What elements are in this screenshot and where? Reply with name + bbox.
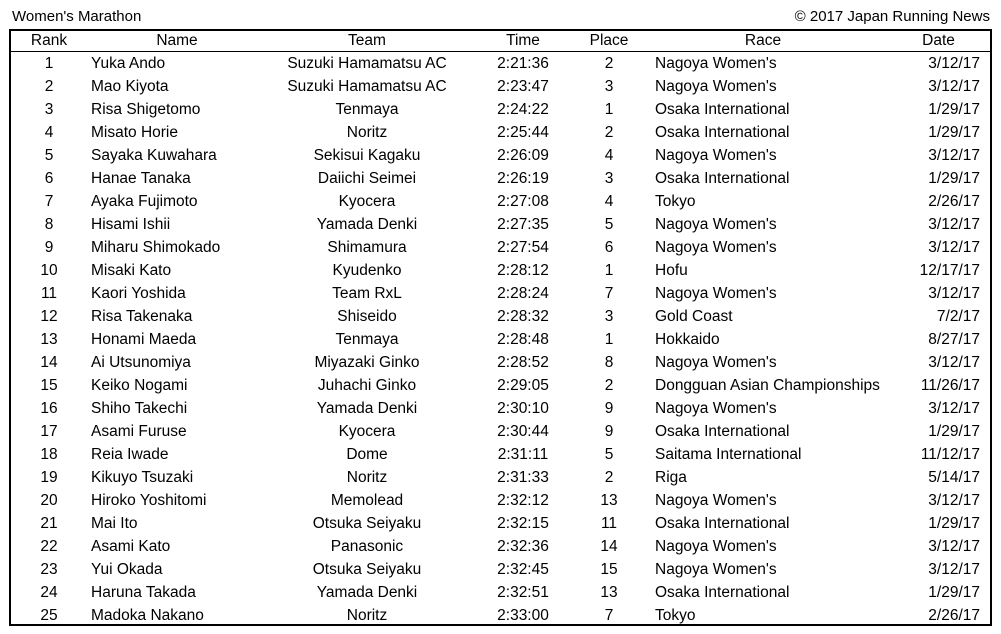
cell-team: Yamada Denki [316,584,418,601]
cell-place: 3 [604,78,614,95]
cell-date: 1/29/17 [928,170,980,187]
cell-team: Suzuki Hamamatsu AC [287,55,447,72]
cell-team: Memolead [330,492,404,509]
cell-race: Nagoya Women's [655,239,777,256]
cell-date: 1/29/17 [928,101,980,118]
copyright-notice: © 2017 Japan Running News [794,8,990,25]
cell-time: 2:28:48 [497,331,549,348]
cell-rank: 9 [44,239,54,256]
cell-date: 3/12/17 [928,55,980,72]
cell-time: 2:31:11 [497,446,549,463]
cell-rank: 19 [40,469,58,486]
cell-rank: 10 [40,262,58,279]
cell-name: Yui Okada [91,561,163,578]
cell-rank: 15 [40,377,58,394]
cell-name: Mai Ito [91,515,138,532]
column-header-place: Place [579,31,639,52]
cell-date: 3/12/17 [928,538,980,555]
cell-time: 2:24:22 [497,101,549,118]
page-title: Women's Marathon [12,8,142,25]
cell-time: 2:25:44 [497,124,549,141]
cell-race: Tokyo [655,607,696,624]
cell-name: Yuka Ando [91,55,166,72]
column-header-race: Race [639,31,887,52]
table-row [11,75,990,98]
cell-date: 2/26/17 [928,193,980,210]
cell-team: Suzuki Hamamatsu AC [287,78,447,95]
table-row [11,305,990,328]
cell-team: Shiseido [337,308,397,325]
page-header [12,7,990,27]
table-row [11,351,990,374]
column-header-date: Date [887,31,990,52]
cell-name: Madoka Nakano [91,607,204,624]
cell-team: Daiichi Seimei [317,170,417,187]
cell-place: 1 [604,262,614,279]
cell-team: Yamada Denki [316,400,418,417]
cell-time: 2:27:35 [497,216,549,233]
cell-team: Otsuka Seiyaku [312,515,422,532]
cell-rank: 22 [40,538,58,555]
cell-race: Riga [655,469,687,486]
cell-time: 2:28:32 [497,308,549,325]
cell-race: Nagoya Women's [655,216,777,233]
cell-date: 3/12/17 [928,239,980,256]
cell-rank: 20 [40,492,58,509]
cell-date: 3/12/17 [928,78,980,95]
cell-place: 7 [604,285,614,302]
cell-place: 11 [600,515,618,532]
cell-team: Yamada Denki [316,216,418,233]
cell-name: Haruna Takada [91,584,196,601]
cell-race: Nagoya Women's [655,538,777,555]
results-table [11,31,990,627]
cell-date: 3/12/17 [928,400,980,417]
column-header-name: Name [87,31,267,52]
cell-name: Shiho Takechi [91,400,188,417]
cell-name: Sayaka Kuwahara [91,147,217,164]
column-header-rank: Rank [11,31,87,52]
cell-name: Ai Utsunomiya [91,354,191,371]
cell-place: 3 [604,308,614,325]
cell-place: 9 [604,400,614,417]
cell-race: Osaka International [655,515,790,532]
table-header [11,31,990,52]
table-row [11,282,990,305]
cell-time: 2:23:47 [497,78,549,95]
cell-place: 2 [604,124,614,141]
cell-name: Risa Takenaka [91,308,193,325]
table-row [11,558,990,581]
cell-race: Osaka International [655,584,790,601]
table-row [11,98,990,121]
cell-team: Noritz [346,469,388,486]
cell-date: 5/14/17 [928,469,980,486]
cell-rank: 6 [44,170,54,187]
cell-name: Kikuyo Tsuzaki [91,469,194,486]
cell-time: 2:27:08 [497,193,549,210]
cell-race: Hokkaido [655,331,720,348]
cell-rank: 17 [40,423,58,440]
cell-date: 3/12/17 [928,492,980,509]
column-header-time: Time [467,31,579,52]
cell-name: Misaki Kato [91,262,172,279]
cell-rank: 23 [40,561,58,578]
cell-place: 2 [604,55,614,72]
cell-place: 1 [604,331,614,348]
cell-place: 13 [600,584,618,601]
cell-name: Asami Kato [91,538,171,555]
cell-place: 3 [604,170,614,187]
cell-place: 6 [604,239,614,256]
cell-race: Osaka International [655,101,790,118]
cell-place: 4 [604,147,614,164]
cell-team: Juhachi Ginko [317,377,417,394]
cell-date: 1/29/17 [928,124,980,141]
table-body [11,52,990,628]
cell-rank: 7 [44,193,54,210]
cell-rank: 12 [40,308,58,325]
table-row [11,466,990,489]
cell-time: 2:32:15 [497,515,549,532]
cell-team: Sekisui Kagaku [313,147,421,164]
table-row [11,443,990,466]
cell-team: Otsuka Seiyaku [312,561,422,578]
cell-team: Tenmaya [335,101,399,118]
cell-date: 11/12/17 [920,446,980,463]
table-row [11,535,990,558]
cell-place: 1 [604,101,614,118]
cell-name: Risa Shigetomo [91,101,201,118]
cell-race: Gold Coast [655,308,733,325]
cell-team: Team RxL [332,285,402,302]
cell-time: 2:30:44 [497,423,549,440]
cell-time: 2:33:00 [497,607,549,624]
cell-date: 12/17/17 [919,262,980,279]
cell-date: 3/12/17 [928,561,980,578]
table-row [11,236,990,259]
cell-rank: 2 [44,78,54,95]
table-row [11,489,990,512]
cell-race: Osaka International [655,124,790,141]
cell-race: Nagoya Women's [655,354,777,371]
cell-rank: 11 [40,285,58,302]
cell-name: Asami Furuse [91,423,187,440]
cell-place: 5 [604,446,614,463]
cell-team: Noritz [346,607,388,624]
cell-team: Kyudenko [332,262,402,279]
cell-rank: 8 [44,216,54,233]
cell-rank: 1 [44,55,54,72]
cell-date: 3/12/17 [928,147,980,164]
cell-race: Nagoya Women's [655,78,777,95]
table-row [11,581,990,604]
cell-team: Noritz [346,124,388,141]
table-row [11,328,990,351]
cell-date: 3/12/17 [928,216,980,233]
cell-time: 2:28:24 [497,285,549,302]
cell-team: Kyocera [338,423,396,440]
cell-rank: 14 [40,354,58,371]
table-row [11,190,990,213]
cell-time: 2:26:19 [497,170,549,187]
cell-race: Osaka International [655,423,790,440]
cell-race: Tokyo [655,193,696,210]
cell-name: Misato Horie [91,124,178,141]
cell-name: Hisami Ishii [91,216,171,233]
table-row [11,374,990,397]
cell-rank: 5 [44,147,54,164]
cell-date: 2/26/17 [928,607,980,624]
cell-name: Honami Maeda [91,331,197,348]
cell-name: Miharu Shimokado [91,239,221,256]
cell-name: Kaori Yoshida [91,285,186,302]
cell-place: 4 [604,193,614,210]
cell-date: 11/26/17 [920,377,980,394]
cell-place: 2 [604,377,614,394]
cell-time: 2:28:52 [497,354,549,371]
cell-place: 5 [604,216,614,233]
cell-race: Hofu [655,262,688,279]
cell-place: 13 [600,492,618,509]
cell-name: Reia Iwade [91,446,169,463]
cell-team: Dome [346,446,388,463]
cell-rank: 25 [40,607,58,624]
cell-name: Keiko Nogami [91,377,188,394]
cell-date: 7/2/17 [936,308,980,325]
cell-date: 3/12/17 [928,354,980,371]
cell-rank: 3 [44,101,54,118]
cell-name: Mao Kiyota [91,78,169,95]
cell-rank: 18 [40,446,58,463]
cell-date: 1/29/17 [928,584,980,601]
cell-name: Hanae Tanaka [91,170,191,187]
cell-team: Kyocera [338,193,396,210]
cell-date: 8/27/17 [928,331,980,348]
cell-team: Panasonic [330,538,404,555]
cell-time: 2:32:36 [497,538,549,555]
cell-rank: 13 [40,331,58,348]
cell-rank: 16 [40,400,58,417]
cell-team: Miyazaki Ginko [314,354,420,371]
cell-time: 2:28:12 [497,262,549,279]
cell-race: Nagoya Women's [655,285,777,302]
cell-time: 2:26:09 [497,147,549,164]
cell-place: 2 [604,469,614,486]
cell-rank: 21 [40,515,58,532]
table-row [11,420,990,443]
cell-race: Osaka International [655,170,790,187]
cell-place: 7 [604,607,614,624]
cell-date: 1/29/17 [928,423,980,440]
column-header-team: Team [267,31,467,52]
cell-name: Ayaka Fujimoto [91,193,198,210]
table-row [11,144,990,167]
cell-race: Nagoya Women's [655,561,777,578]
table-row [11,512,990,535]
cell-time: 2:29:05 [497,377,549,394]
cell-place: 9 [604,423,614,440]
table-row [11,397,990,420]
cell-time: 2:31:33 [497,469,549,486]
cell-place: 8 [604,354,614,371]
cell-time: 2:21:36 [497,55,549,72]
cell-team: Shimamura [327,239,407,256]
table-row [11,167,990,190]
cell-time: 2:32:45 [497,561,549,578]
table-row [11,121,990,144]
cell-time: 2:32:12 [497,492,549,509]
cell-race: Nagoya Women's [655,400,777,417]
cell-race: Nagoya Women's [655,147,777,164]
cell-race: Nagoya Women's [655,55,777,72]
header-row [11,31,990,52]
cell-date: 3/12/17 [928,285,980,302]
cell-place: 15 [600,561,618,578]
cell-name: Hiroko Yoshitomi [91,492,207,509]
cell-rank: 24 [40,584,58,601]
table-row [11,213,990,236]
cell-place: 14 [600,538,618,555]
cell-date: 1/29/17 [928,515,980,532]
cell-race: Dongguan Asian Championships [655,377,880,394]
cell-race: Nagoya Women's [655,492,777,509]
cell-time: 2:27:54 [497,239,549,256]
cell-race: Saitama International [655,446,802,463]
cell-time: 2:32:51 [497,584,549,601]
cell-rank: 4 [44,124,54,141]
table-row [11,259,990,282]
cell-time: 2:30:10 [497,400,549,417]
table-row [11,52,990,76]
table-row [11,604,990,627]
cell-team: Tenmaya [335,331,399,348]
results-table-container [9,29,992,626]
